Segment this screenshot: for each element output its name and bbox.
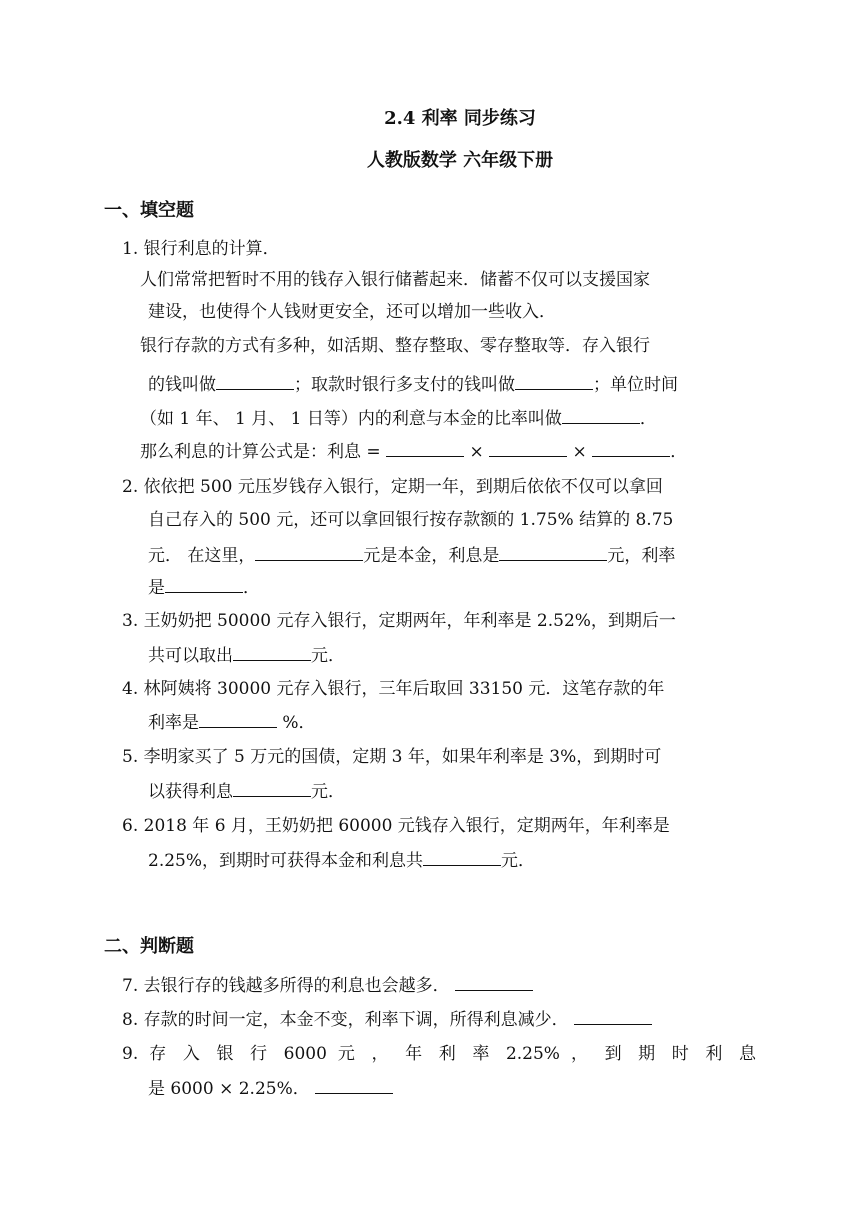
q1-line-4: 银行存款的方式有多种，如活期、整存整取、零存整取等．存入银行 (140, 336, 650, 356)
q7-text: 7. 去银行存的钱越多所得的利息也会越多． (122, 976, 450, 996)
q3-line-1: 3. 王奶奶把 50000 元存入银行，定期两年，年利率是 2.52%，到期后一 (122, 611, 676, 631)
q5-text-yuan: 元． (311, 782, 345, 802)
q4-text-rate: 利率是 (148, 713, 199, 733)
q1-line-7 (140, 439, 687, 464)
q2-text-end: ． (243, 578, 260, 598)
q9-line-1: 9. 存 入 银 行 6000 元 ， 年 利 率 2.25% ， 到 期 时 利 息 (122, 1044, 756, 1064)
q2-line-1: 2. 依依把 500 元压岁钱存入银行，定期一年，到期后依依不仅可以拿回 (122, 477, 663, 497)
q5-text-interest: 以获得利息 (148, 782, 233, 802)
q2-line-4 (148, 575, 260, 600)
q9-line-2 (148, 1076, 393, 1101)
answer-blank[interactable] (574, 1007, 652, 1025)
section-judge-heading: 二、判断题 (104, 936, 194, 957)
answer-blank[interactable] (515, 372, 593, 390)
answer-blank[interactable] (233, 643, 311, 661)
q1-line-2: 人们常常把暂时不用的钱存入银行储蓄起来．储蓄不仅可以支援国家 (140, 270, 650, 290)
section-fill-heading: 一、填空题 (104, 200, 194, 221)
q5-line-2 (148, 779, 345, 804)
q2-text-here: 元． 在这里， (148, 546, 256, 566)
q3-line-2 (148, 643, 345, 668)
answer-blank[interactable] (216, 372, 294, 390)
answer-blank[interactable] (562, 406, 640, 424)
page-title: 2.4 利率 同步练习 (384, 108, 536, 129)
times-sign: × (469, 442, 484, 462)
q4-text-percent: %． (277, 713, 316, 733)
answer-blank[interactable] (423, 848, 501, 866)
answer-blank[interactable] (233, 779, 311, 797)
q6-line-2 (148, 848, 535, 873)
q2-line-3 (148, 543, 675, 568)
q9-text: 是 6000 × 2.25%． (148, 1079, 310, 1099)
q1-text-period: ． (639, 409, 657, 429)
q1-text-unit: ；单位时间 (593, 375, 678, 395)
q1-text-formula: 那么利息的计算公式是：利息 = (140, 442, 381, 462)
q2-text-principal: 元是本金，利息是 (363, 546, 500, 566)
answer-blank[interactable] (199, 710, 277, 728)
q1-line-3: 建设，也使得个人钱财更安全，还可以增加一些收入． (148, 302, 556, 322)
times-sign: × (572, 442, 587, 462)
q1-text-rate: （如 1 年、 1 月、 1 日等）内的利意与本金的比率叫做 (140, 409, 562, 429)
answer-blank[interactable] (165, 575, 243, 593)
q3-text-yuan: 元． (311, 646, 345, 666)
answer-blank[interactable] (499, 543, 607, 561)
q8-line (122, 1007, 652, 1032)
answer-blank[interactable] (315, 1076, 393, 1094)
q5-line-1: 5. 李明家买了 5 万元的国债，定期 3 年，如果年利率是 3%，到期时可 (122, 747, 662, 767)
q1-text-interest: ；取款时银行多支付的钱叫做 (294, 375, 515, 395)
q2-line-2: 自己存入的 500 元，还可以拿回银行按存款额的 1.75% 结算的 8.75 (148, 510, 674, 530)
q1-line-1: 1. 银行利息的计算． (122, 239, 280, 259)
q2-text-is: 是 (148, 578, 165, 598)
q1-text-deposit: 的钱叫做 (148, 375, 216, 395)
q6-line-1: 6. 2018 年 6 月，王奶奶把 60000 元钱存入银行，定期两年，年利率是 (122, 816, 670, 836)
q7-line (122, 973, 533, 998)
q4-line-1: 4. 林阿姨将 30000 元存入银行，三年后取回 33150 元．这笔存款的年 (122, 679, 665, 699)
answer-blank[interactable] (489, 439, 567, 457)
page-subtitle: 人教版数学 六年级下册 (366, 150, 554, 171)
q3-text-withdraw: 共可以取出 (148, 646, 233, 666)
q1-line-6 (140, 406, 657, 431)
q6-text-yuan: 元． (501, 851, 536, 871)
q8-text: 8. 存款的时间一定，本金不变，利率下调，所得利息减少． (122, 1010, 569, 1030)
q1-line-5 (148, 372, 678, 397)
q6-text-total: 2.25%，到期时可获得本金和利息共 (148, 851, 424, 871)
q1-text-end: ． (670, 442, 688, 462)
answer-blank[interactable] (386, 439, 464, 457)
answer-blank[interactable] (455, 973, 533, 991)
answer-blank[interactable] (255, 543, 363, 561)
q2-text-rate: 元，利率 (607, 546, 676, 566)
q4-line-2 (148, 710, 316, 735)
answer-blank[interactable] (592, 439, 670, 457)
